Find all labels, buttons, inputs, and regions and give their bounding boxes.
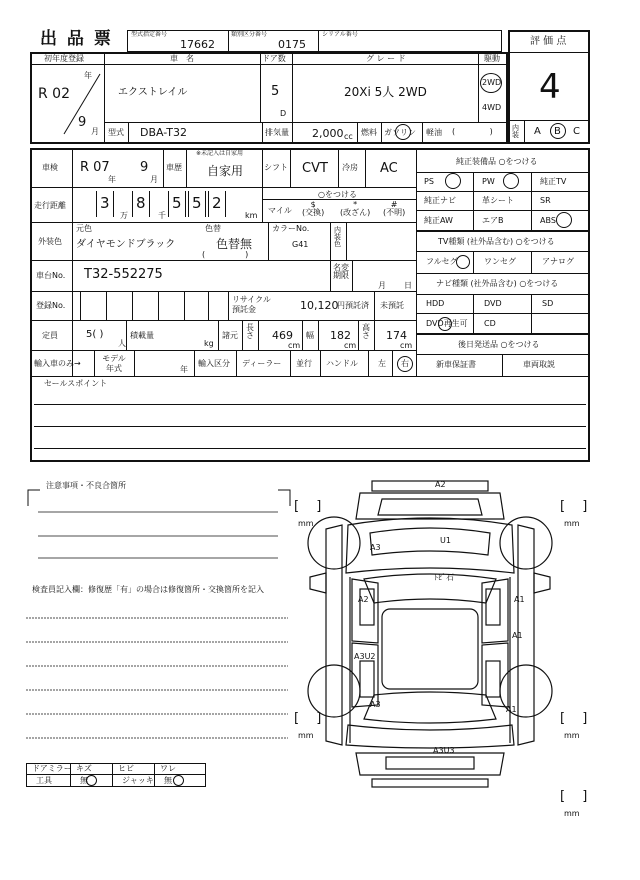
parallel-option: 並行 [296, 359, 312, 368]
navi-item: SD [542, 299, 554, 308]
car-damage-diagram [290, 475, 590, 805]
mileage-sen: 千 [158, 211, 166, 220]
tire-mm-unit: mm [564, 731, 580, 740]
name-change-day: 日 [404, 281, 412, 290]
first-reg-month: 9 [78, 115, 87, 130]
load-unit: kg [204, 339, 214, 348]
reg-no-label: 登録No. [36, 301, 66, 310]
dims-label: 諸元 [222, 331, 238, 340]
shaken-month-unit: 月 [150, 175, 158, 184]
tire-mm-unit: mm [298, 731, 314, 740]
reg-cell-divider [132, 291, 133, 320]
tv-selected-circle [456, 255, 470, 269]
dmg-left-front-door: A2 [358, 595, 369, 604]
mileage-label: 走行距離 [34, 201, 66, 210]
class-no-label: 類別区分番号 [231, 31, 268, 38]
inspector-label: 検査員記入欄：修復歴「有」の場合は修復箇所・交換箇所を記入 [32, 585, 264, 594]
mirror-divider [112, 763, 113, 787]
tire-bracket: [ ] [560, 789, 588, 804]
dmg-windshield: ﾄﾋﾞ石 [434, 573, 454, 582]
first-reg-label: 初年度登録 [44, 54, 84, 63]
mileage-km: km [245, 211, 258, 220]
interior-grade-c: C [573, 126, 580, 137]
score-label: 評 価 点 [530, 36, 567, 47]
model-value: DBA-T32 [140, 126, 187, 139]
width-value: 182 [330, 329, 351, 342]
shaken-year: R 07 [80, 160, 110, 175]
length-label: 長さ [246, 323, 254, 340]
dmg-rear-bumper: A3U3 [433, 746, 455, 755]
fuel-label: 燃料 [361, 128, 377, 137]
equipment-item: ABS [540, 216, 556, 225]
recycle-none: 未預託 [380, 301, 404, 310]
handle-label: ハンドル [326, 359, 358, 368]
equipment-item: 革シート [482, 196, 514, 205]
chassis-label: 車台No. [36, 271, 66, 280]
reg-cell-divider [106, 291, 107, 320]
width-unit: cm [344, 341, 357, 350]
navi-cell [532, 314, 590, 334]
equipment-item: PW [482, 177, 495, 186]
door-type: D [280, 109, 287, 118]
handle-right: 右 [401, 359, 409, 368]
mirror-header: ワレ [160, 764, 176, 773]
form-title: 出 品 票 [40, 29, 113, 49]
color-change-value: 色替無 [216, 237, 253, 251]
mirror-header: ヒビ [118, 764, 134, 773]
color-no-label: カラーNo. [272, 224, 310, 233]
navi-cell [532, 294, 590, 314]
history-value: 自家用 [207, 164, 244, 178]
color-no-value: G41 [292, 240, 309, 249]
capacity-value: 5( ) [86, 329, 104, 340]
later-item: 車両取説 [523, 360, 555, 369]
later-title: 後日発送品 ○をつける [458, 340, 540, 349]
mile-option: マイル [268, 206, 292, 215]
mile-circle-note: ○をつける [318, 190, 357, 199]
dmg-rear-right: A1 [506, 705, 517, 714]
navi-cell [416, 294, 474, 314]
recycle-yen: 円預託済 [337, 301, 369, 310]
mirror-divider [154, 763, 155, 787]
mirror-divider [70, 763, 71, 787]
navi-selected-circle [438, 317, 452, 331]
color-change-label: 色替 [205, 224, 221, 233]
navi-cell [474, 314, 532, 334]
height-value: 174 [386, 329, 407, 342]
model-year-label: モデル年式 [102, 354, 126, 373]
mileage-digit: 5 [172, 194, 182, 212]
height-unit: cm [400, 341, 413, 350]
equipment-item: 純正ナビ [424, 196, 456, 205]
color-change-paren: ( ) [202, 250, 249, 259]
caution-label: 注意事項・不良合箇所 [46, 481, 126, 490]
shaken-month: 9 [140, 160, 149, 175]
ac-value: AC [380, 161, 398, 176]
car-name-label: 車 名 [170, 54, 194, 63]
handle-left: 左 [378, 359, 386, 368]
doors-label: ドア数 [262, 54, 286, 63]
mirror-value: ジャッキ [122, 776, 154, 785]
model-year-unit: 年 [180, 365, 188, 374]
history-label: 車歴 [166, 163, 182, 172]
dmg-right-rear-door: A1 [512, 631, 523, 640]
fuel-selected-circle [395, 124, 411, 140]
dmg-right-front-door: A1 [514, 595, 525, 604]
capacity-label: 定員 [42, 331, 58, 340]
equipment-selected-circle [503, 173, 519, 189]
mirror-value: 無 [164, 776, 172, 785]
tire-bracket: [ ] [560, 711, 588, 726]
tire-mm-unit: mm [564, 809, 580, 818]
dealer-option: ディーラー [242, 359, 282, 368]
orig-color-value: ダイヤモンドブラック [76, 239, 176, 250]
tv-item: フルセグ [426, 257, 458, 266]
interior-grade-a: A [534, 126, 541, 137]
shaken-year-unit: 年 [108, 175, 116, 184]
width-label: 幅 [306, 331, 314, 340]
navi-title: ナビ種類 (社外品含む) ○をつける [436, 279, 559, 288]
reg-cell-divider [208, 291, 209, 320]
interior-grade-b: B [554, 126, 561, 137]
sales-point-label: セールスポイント [44, 379, 108, 388]
tv-title: TV種類 (社外品含む) ○をつける [438, 237, 555, 246]
mirror-header: ドアミラー [32, 764, 72, 773]
model-label: 型式 [108, 128, 124, 137]
mirror-value: 無 [80, 776, 88, 785]
dmg-left-rear-door: A3U2 [354, 652, 376, 661]
navi-item: HDD [426, 299, 445, 308]
capacity-unit: 人 [118, 339, 126, 348]
car-name: エクストレイル [118, 87, 188, 98]
chassis-value: T32-552275 [84, 267, 163, 282]
tv-item: アナログ [542, 257, 574, 266]
import-type-label: 輸入区分 [198, 359, 230, 368]
interior-label: 内装 [512, 124, 519, 139]
equipment-selected-circle [445, 173, 461, 189]
recycle-value: 10,120 [300, 299, 339, 312]
dmg-front-left: A3 [370, 543, 381, 552]
equipment-item: 純正TV [540, 177, 567, 186]
reg-cell-divider [158, 291, 159, 320]
name-change-month: 月 [378, 281, 386, 290]
tv-item: ワンセグ [484, 257, 516, 266]
navi-item: DVD再生可 [426, 319, 468, 328]
score-value: 4 [539, 67, 561, 107]
reg-cell-divider [80, 291, 81, 320]
mileage-digit: 2 [212, 194, 222, 212]
mirror-header: キズ [76, 764, 92, 773]
tire-bracket: [ ] [294, 499, 322, 514]
tire-mm-unit: mm [298, 519, 314, 528]
doors-value: 5 [271, 84, 280, 99]
color-label: 外装色 [38, 237, 62, 246]
dmg-hood: U1 [440, 536, 451, 545]
dmg-rear-left: A3 [370, 700, 381, 709]
displacement-label: 排気量 [265, 128, 289, 137]
class-no: 0175 [278, 38, 306, 51]
tire-mm-unit: mm [564, 519, 580, 528]
serial-label: シリアル番号 [322, 31, 358, 38]
type-no: 17662 [180, 38, 215, 51]
mileage-digit: 5 [192, 194, 202, 212]
displacement-value: 2,000 [312, 127, 344, 140]
length-unit: cm [288, 341, 301, 350]
orig-color-label: 元色 [76, 224, 92, 233]
first-reg-month-mark: 月 [91, 127, 99, 136]
mileage-digit: 8 [136, 194, 146, 212]
equipment-selected-circle [556, 212, 572, 228]
first-reg-year-mark: 年 [84, 71, 92, 80]
caution-bracket [26, 486, 296, 562]
recycle-label: リサイクル預託金 [232, 295, 271, 314]
mirror-circle [173, 775, 184, 786]
name-change-label: 名変期限 [333, 263, 349, 280]
drive-label: 駆動 [484, 54, 500, 63]
type-no-label: 型式指定番号 [131, 31, 168, 38]
exchange-option: $ (交換) [302, 200, 325, 217]
first-reg-era: R 02 [38, 86, 70, 102]
displacement-unit: cc [344, 132, 353, 141]
mileage-man: 万 [120, 211, 128, 220]
later-item: 新車保証書 [436, 360, 476, 369]
equipment-title: 純正装備品 ○をつける [456, 157, 538, 166]
mirror-value: 工具 [36, 776, 52, 785]
tire-bracket: [ ] [560, 499, 588, 514]
fuel-bracket: ( ) [452, 127, 493, 136]
drive-2wd: 2WD [482, 78, 502, 87]
tire-bracket: [ ] [294, 711, 322, 726]
handle-right-circle [397, 356, 413, 372]
drive-2wd-circle [480, 73, 502, 93]
length-value: 469 [272, 329, 293, 342]
equipment-item: エアB [482, 216, 504, 225]
mirror-circle [86, 775, 97, 786]
height-label: 高さ [362, 323, 370, 340]
navi-item: DVD [484, 299, 502, 308]
navi-item: CD [484, 319, 496, 328]
shift-value: CVT [302, 161, 328, 176]
equipment-item: SR [540, 196, 551, 205]
grade-value: 20Xi 5人 2WD [344, 85, 427, 99]
fuel-gasoline: ガソリン [384, 128, 416, 137]
mileage-digit: 3 [100, 194, 110, 212]
navi-cell [474, 294, 532, 314]
drive-4wd: 4WD [482, 103, 502, 112]
unknown-option: # (不明) [383, 200, 406, 217]
equipment-item: 純正AW [424, 216, 453, 225]
dmg-front-bumper: A2 [435, 480, 446, 489]
ac-label: 冷房 [342, 163, 358, 172]
shift-label: シフト [264, 163, 288, 172]
import-label: 輸入車のみ→ [34, 359, 81, 368]
inspector-lines [26, 596, 296, 746]
grade-label: グ レ ー ド [366, 54, 406, 63]
load-label: 積載量 [130, 331, 154, 340]
int-color-label: 内装色 [334, 226, 341, 248]
history-note: ※未記入は自家用 [196, 150, 244, 157]
fuel-light-oil: 軽油 [426, 128, 442, 137]
shaken-label: 車検 [42, 163, 58, 172]
equipment-item: PS [424, 177, 434, 186]
altered-option: * (改ざん) [340, 200, 371, 217]
interior-selected-circle [550, 123, 566, 139]
reg-cell-divider [184, 291, 185, 320]
